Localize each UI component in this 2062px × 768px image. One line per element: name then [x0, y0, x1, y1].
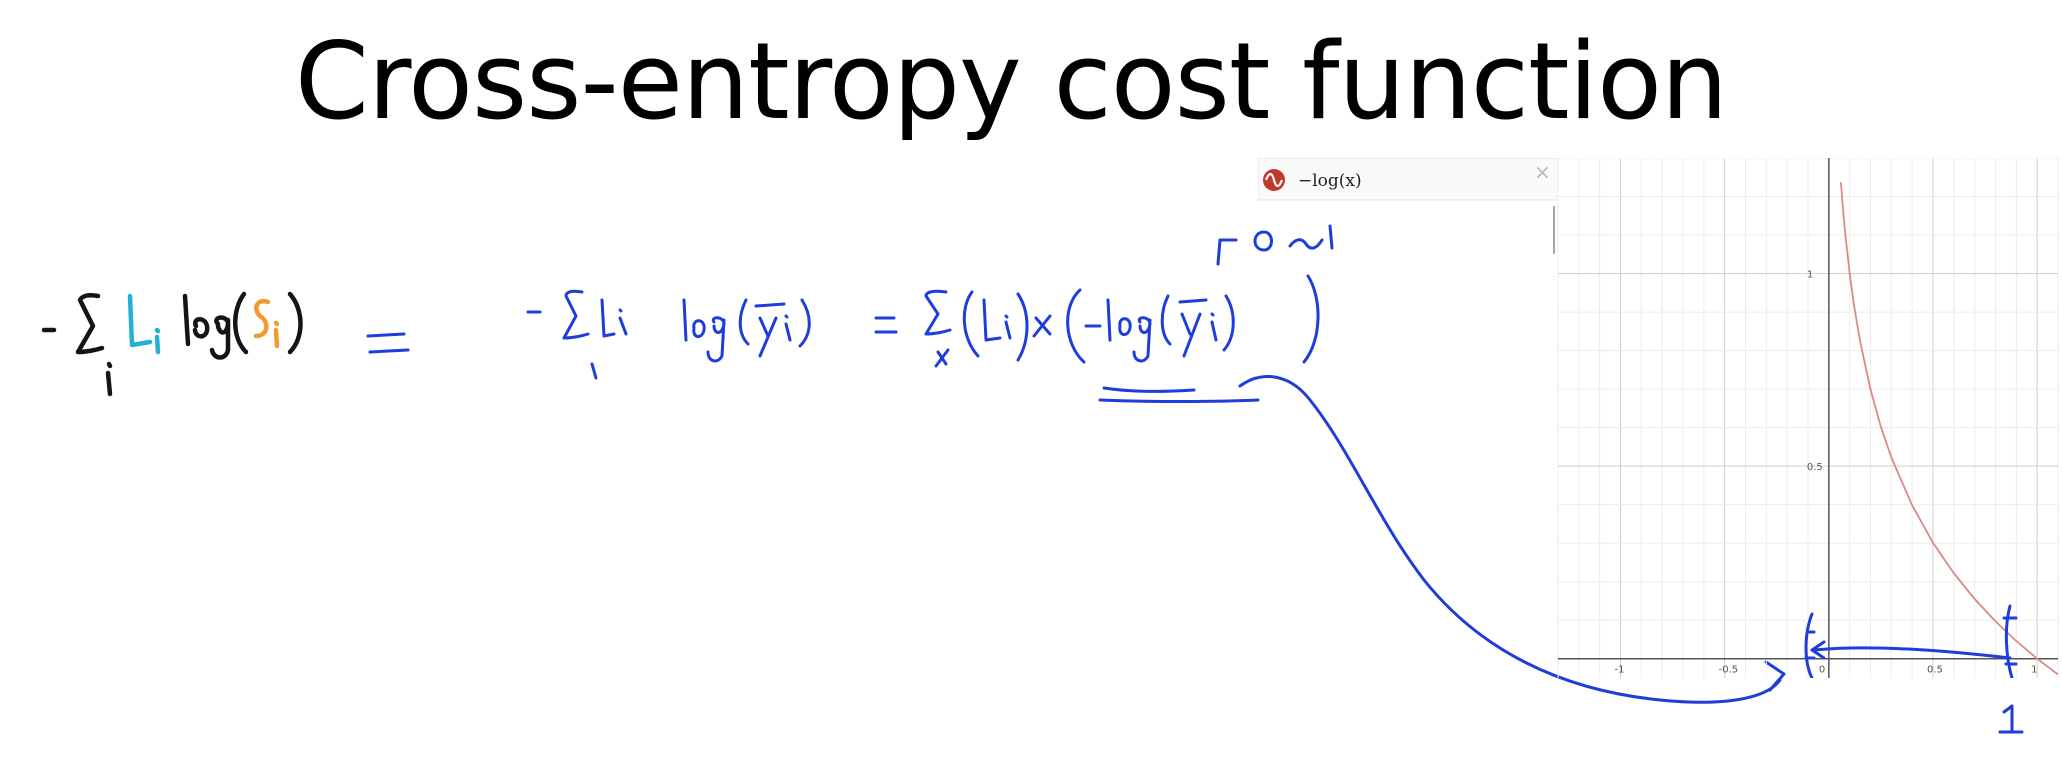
x-tick-label: 0.5 — [1927, 664, 1943, 676]
left-paren — [235, 294, 246, 352]
graph-panel — [1258, 158, 2062, 678]
bracket-at-0 — [1806, 614, 1814, 678]
label-s-subscript-i — [276, 323, 277, 346]
handwritten-cross-entropy-formula — [44, 294, 301, 394]
x-tick-label: -0.5 — [1718, 664, 1739, 676]
close-icon[interactable]: × — [1534, 160, 1551, 184]
grid-lines — [1558, 158, 2058, 678]
expression-label[interactable]: −log(x) — [1298, 171, 1362, 191]
underline-2 — [1100, 400, 1258, 402]
y-tick-label: 1 — [1806, 269, 1814, 281]
sigma-2 — [564, 291, 588, 338]
sigma-symbol — [78, 295, 102, 352]
digit-1-stroke — [2000, 706, 2022, 732]
index-i-3 — [936, 350, 948, 366]
x-tick-label: -1 — [1614, 664, 1625, 676]
label-i-subscript — [157, 330, 158, 352]
label-S — [256, 301, 268, 336]
log-text — [185, 296, 228, 358]
y-tick-label: 0.5 — [1806, 462, 1823, 474]
index-i-2 — [592, 364, 596, 378]
right-paren — [290, 294, 301, 352]
x-tick-label: 1 — [2031, 664, 2038, 676]
paren-L-i — [964, 292, 1027, 360]
index-i-sum — [108, 364, 110, 394]
tick-labels — [1615, 270, 2038, 676]
handwritten-one — [1990, 700, 2030, 740]
interval-arrow — [1812, 642, 2010, 658]
handwritten-formula-right — [876, 276, 1318, 402]
equals-sign-2 — [876, 318, 896, 332]
graph-handwriting — [1806, 606, 2016, 678]
underline-1 — [1104, 388, 1194, 391]
L-i-2 — [602, 300, 626, 336]
slide-title: Cross-entropy cost function — [294, 20, 1728, 143]
label-L — [130, 296, 150, 345]
sigma-3 — [926, 291, 950, 334]
curve-line — [1841, 182, 2058, 674]
x-tick-label: 0 — [1818, 664, 1826, 676]
bracket-at-1 — [2004, 606, 2016, 678]
handwritten-formula-middle — [528, 291, 809, 378]
times-sign — [1034, 316, 1050, 336]
paren-yhat-2 — [740, 300, 809, 356]
plot-area[interactable] — [1558, 158, 2058, 678]
log-2 — [684, 300, 724, 361]
equals-sign-1 — [368, 334, 408, 352]
bracket-mark — [1218, 240, 1236, 264]
